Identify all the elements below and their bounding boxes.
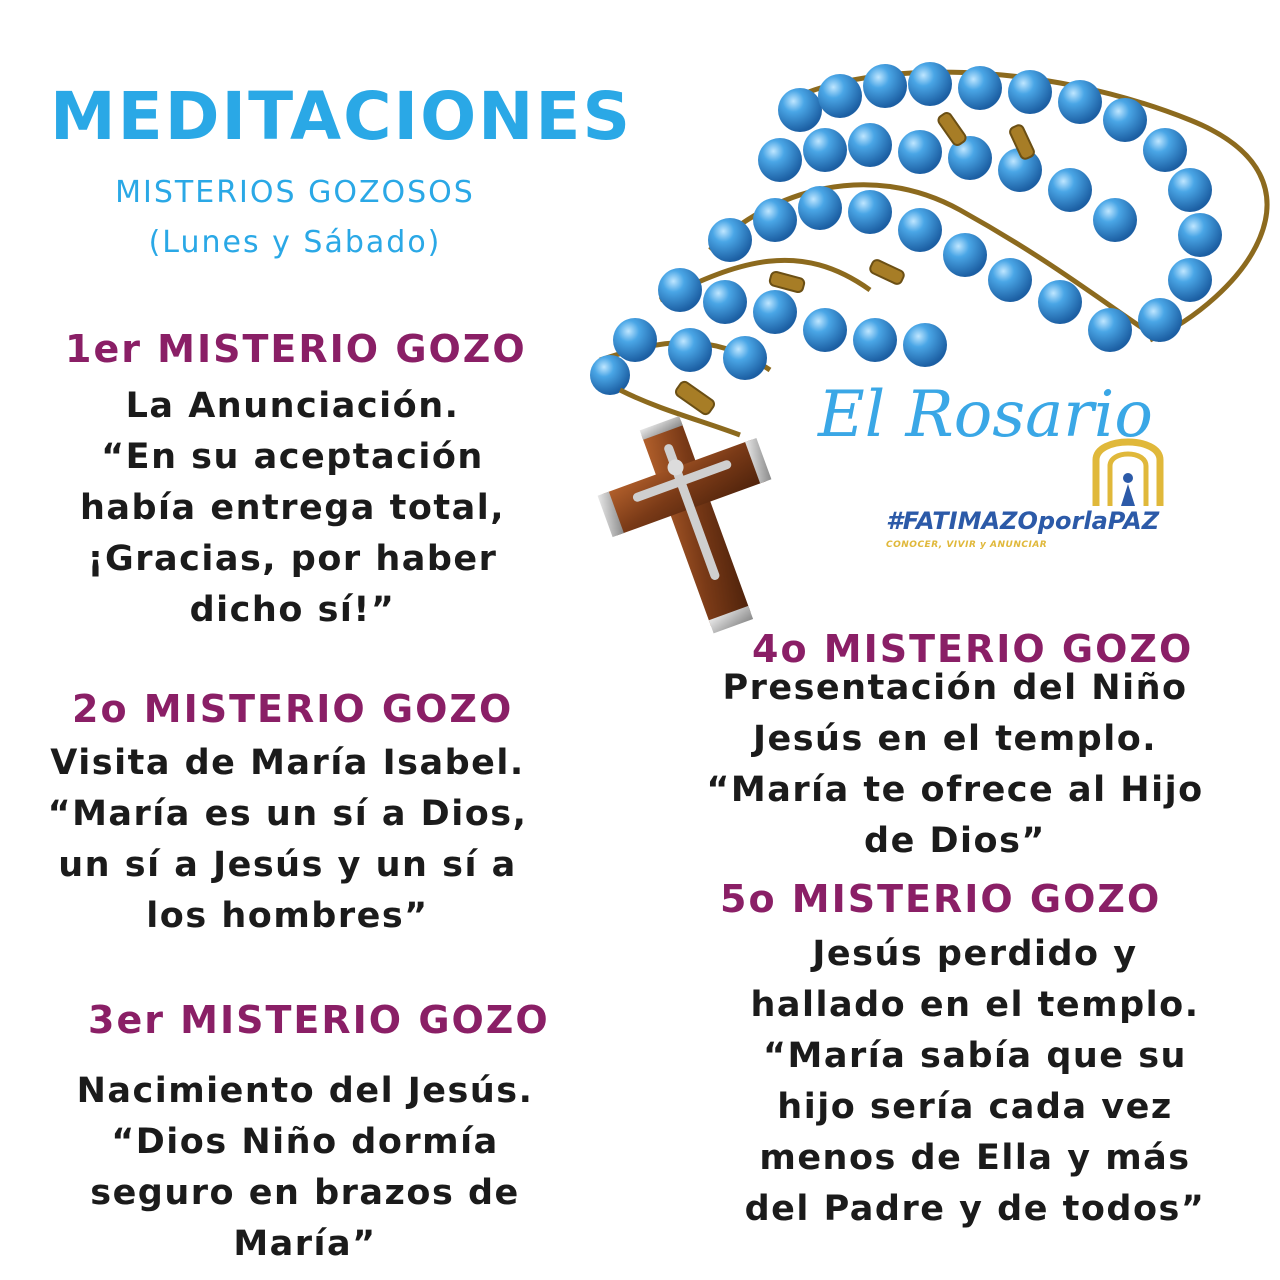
mystery-line: de Dios” [864,821,1046,861]
mystery-line: Nacimiento del Jesús. [76,1071,534,1111]
rosary-image [540,40,1270,640]
mystery-line: “María te ofrece al Hijo [706,770,1204,810]
mystery-2-text [40,738,535,942]
subtitle-line: MISTERIOS GOZOSOS [115,175,475,210]
mystery-line: “María sabía que su [763,1036,1187,1076]
page-title: MEDITACIONES [50,78,633,155]
fatima-arch-logo-icon [1088,420,1168,510]
mystery-5-heading: 5o MISTERIO GOZO [720,877,1162,921]
mystery-line: hijo sería cada vez [777,1087,1173,1127]
mystery-line: había entrega total, [79,488,506,528]
rosary-with-crucifix-icon [540,40,1270,640]
mystery-line: un sí a Jesús y un sí a [58,845,517,885]
brand-tagline: CONOCER, VIVIR y ANUNCIAR [886,540,1048,550]
mystery-5-text [720,929,1230,1235]
mystery-line: Jesús perdido y [812,934,1138,974]
el-rosario-title: El Rosario [818,378,1153,452]
mystery-line: los hombres” [146,896,429,936]
mystery-line: del Padre y de todos” [744,1189,1206,1229]
mystery-1-text [60,381,525,636]
mystery-line: Presentación del Niño [722,668,1188,708]
mystery-line: La Anunciación. [125,386,460,426]
mystery-line: María” [233,1224,377,1264]
mystery-1-heading: 1er MISTERIO GOZO [65,327,527,371]
mystery-4-text [700,663,1210,867]
mystery-line: “María es un sí a Dios, [47,794,528,834]
mystery-line: hallado en el templo. [750,985,1200,1025]
mystery-line: Visita de María Isabel. [50,743,525,783]
mystery-line: menos de Ella y más [759,1138,1191,1178]
mystery-line: “En su aceptación [101,437,484,477]
page-subtitle [50,168,540,268]
mystery-line: ¡Gracias, por haber [87,539,498,579]
mystery-2-heading: 2o MISTERIO GOZO [72,687,514,731]
hashtag: #FATIMAZOporlaPAZ [886,507,1160,535]
mystery-line: “Dios Niño dormía [111,1122,499,1162]
mystery-line: Jesús en el templo. [752,719,1158,759]
mystery-4-heading: 4o MISTERIO GOZO [752,627,1194,671]
mystery-line: seguro en brazos de [90,1173,520,1213]
subtitle-days: (Lunes y Sábado) [148,225,442,260]
mystery-line: dicho sí!” [189,590,396,630]
mystery-3-heading: 3er MISTERIO GOZO [88,998,550,1042]
mystery-3-text [60,1066,550,1270]
